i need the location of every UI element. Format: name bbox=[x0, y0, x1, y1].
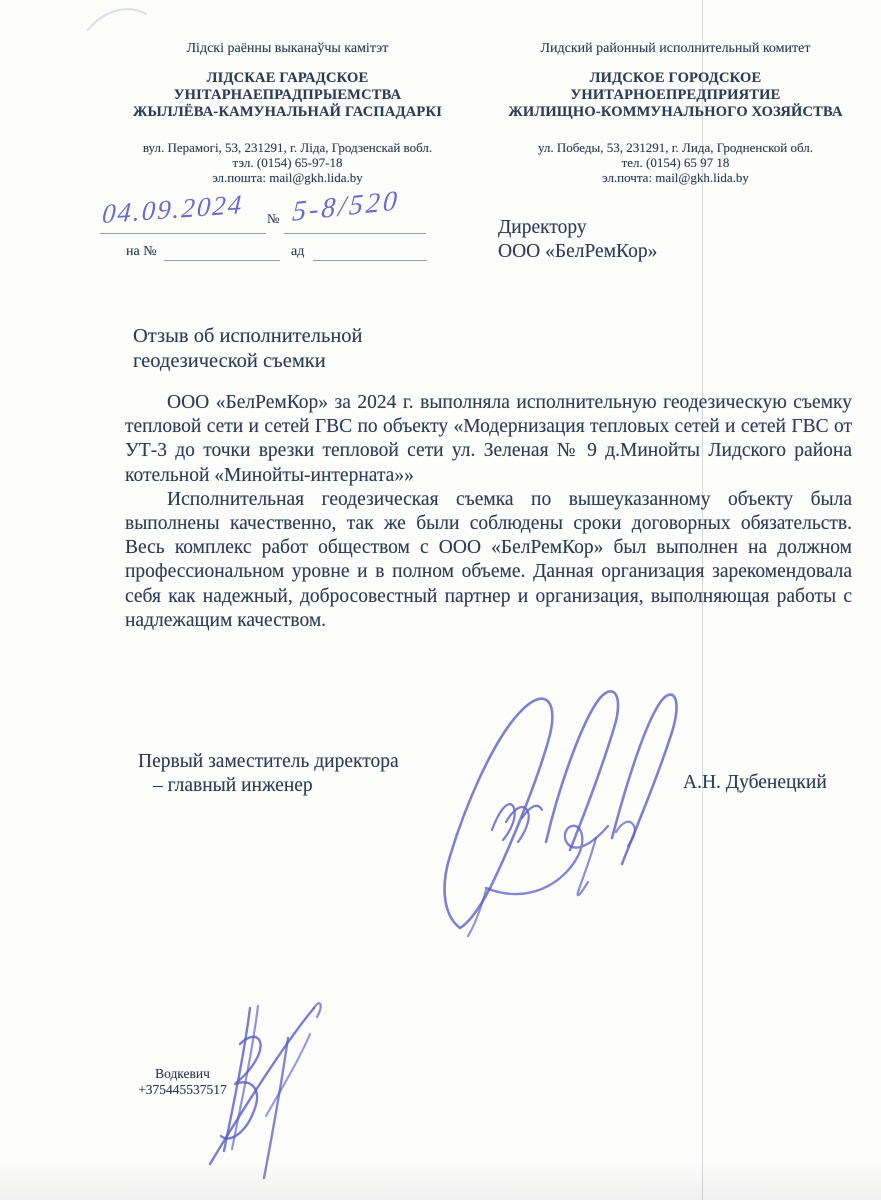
date-underline bbox=[100, 233, 266, 234]
org-name-line: ЖЫЛЛЁВА-КАМУНАЛЬНАЙ ГАСПАДАРКІ bbox=[132, 104, 443, 120]
letterhead-right-org-name bbox=[478, 70, 873, 121]
footer-contact-name: Водкевич bbox=[155, 1066, 210, 1081]
recipient-block bbox=[498, 216, 657, 264]
handwritten-ref-number: 5-8/520 bbox=[291, 185, 401, 228]
reply-date-underline bbox=[313, 260, 427, 261]
letterhead-left-org-name bbox=[90, 70, 485, 121]
footer-contact-phone: +375445537517 bbox=[138, 1082, 227, 1097]
subject-line-1: Отзыв об исполнительной bbox=[133, 325, 363, 347]
reply-number-label: на № bbox=[126, 244, 157, 259]
letterhead-left-authority: Лідскі раённы выканаўчы камітэт bbox=[186, 41, 389, 56]
letter-body bbox=[125, 391, 852, 633]
scan-noise-band bbox=[0, 1158, 881, 1200]
letterhead-right-authority: Лидский районный исполнительный комитет bbox=[540, 41, 811, 56]
letterhead-left-phone: тэл. (0154) 65-97-18 bbox=[232, 155, 343, 170]
org-name-line: УНИТАРНОЕПРЕДПРИЯТИЕ bbox=[570, 87, 781, 103]
body-paragraph-2: Исполнительная геодезическая съемка по вышеуказанному объекту была выполнены качественно, так же были соблюдены сроки договорных обязательств. Весь комплекс работ обществом с ООО «БелРемКор» был выполнен на должном профессиональном уровне и в полном объеме. Данная организация зарекомендовала себя как надежный, добросовестный партнер и организация, выполняющая работы с надлежащим качеством. bbox=[125, 488, 852, 631]
director-signature bbox=[430, 660, 700, 950]
letterhead-right bbox=[478, 40, 873, 185]
letterhead-left-contacts bbox=[90, 140, 485, 185]
signoff-role-line-1: Первый заместитель директора bbox=[138, 751, 399, 772]
number-underline bbox=[284, 233, 426, 234]
recipient-org: ООО «БелРемКор» bbox=[498, 241, 658, 262]
org-name-line: ЖИЛИЩНО-КОММУНАЛЬНОГО ХОЗЯЙСТВА bbox=[508, 104, 843, 120]
letterhead-right-contacts bbox=[478, 140, 873, 185]
body-paragraph-1: ООО «БелРемКор» за 2024 г. выполняла исполнительную геодезическую съемку тепловой сети и сетей ГВС по объекту «Модернизация тепловых сетей и сетей ГВС от УТ-3 до точки врезки тепловой сети ул. Зеленая № 9 д.Минойты Лидского района котельной «Минойты-интерната»» bbox=[125, 392, 852, 486]
number-sign-label: № bbox=[267, 211, 280, 226]
signoff-name: А.Н. Дубенецкий bbox=[683, 772, 827, 793]
scan-artifact-mark bbox=[82, 0, 152, 36]
handwritten-date: 04.09.2024 bbox=[101, 188, 245, 230]
reply-date-label: ад bbox=[291, 244, 305, 259]
org-name-line: ЛИДСКОЕ ГОРОДСКОЕ bbox=[589, 70, 762, 86]
reply-number-underline bbox=[164, 260, 280, 261]
letterhead-right-address: ул. Победы, 53, 231291, г. Лида, Гродненской обл. bbox=[538, 140, 813, 155]
org-name-line: ЛІДСКАЕ ГАРАДСКОЕ bbox=[206, 70, 369, 86]
signoff-role bbox=[138, 750, 399, 798]
subject-line-2: геодезической съемки bbox=[133, 350, 326, 372]
letterhead-right-email: эл.почта: mail@gkh.lida.by bbox=[602, 170, 749, 185]
signoff-role-line-2: – главный инженер bbox=[153, 775, 313, 796]
letterhead-right-phone: тел. (0154) 65 97 18 bbox=[621, 155, 730, 170]
org-name-line: УНІТАРНАЕПРАДПРЫЕМСТВА bbox=[173, 87, 402, 103]
letterhead-left bbox=[90, 40, 485, 185]
letterhead-left-address: вул. Перамогі, 53, 231291, г. Ліда, Гродзенскай вобл. bbox=[142, 140, 433, 155]
subject-block bbox=[133, 324, 363, 374]
letterhead-left-email: эл.пошта: mail@gkh.lida.by bbox=[212, 170, 363, 185]
recipient-title: Директору bbox=[498, 217, 587, 238]
